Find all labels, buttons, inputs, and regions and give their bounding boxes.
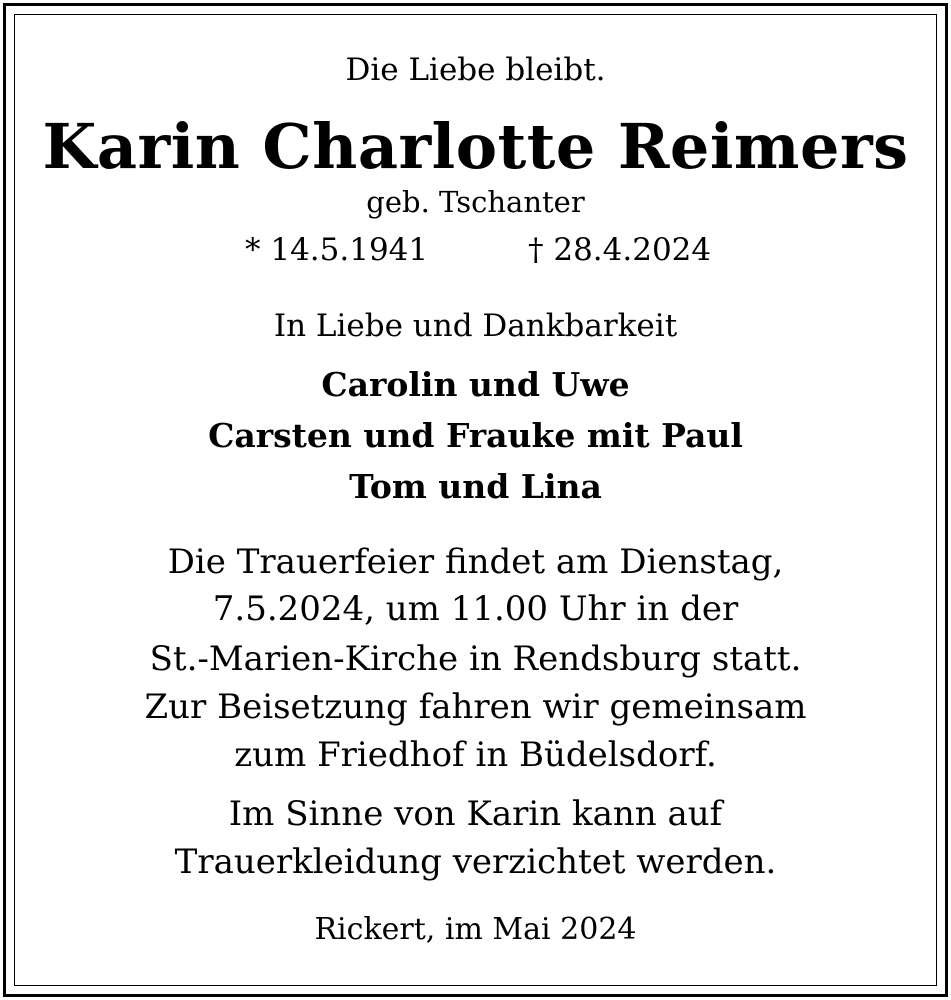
thanks-line: In Liebe und Dankbarkeit — [273, 308, 678, 344]
birth-name: geb. Tschanter — [366, 185, 585, 219]
mourner-line: Tom und Lina — [349, 467, 602, 506]
place-date: Rickert, im Mai 2024 — [314, 912, 637, 947]
dress-note-line: Im Sinne von Karin kann auf — [228, 794, 723, 834]
motto: Die Liebe bleibt. — [345, 52, 606, 88]
death-date: † 28.4.2024 — [528, 232, 712, 268]
ceremony-line: St.-Marien-Kirche in Rendsburg statt. — [149, 639, 802, 679]
life-dates — [0, 232, 951, 272]
deceased-name: Karin Charlotte Reimers — [42, 110, 909, 183]
ceremony-line: zum Friedhof in Büdelsdorf. — [234, 735, 717, 775]
ceremony-line: Die Trauerfeier findet am Dienstag, — [167, 542, 784, 582]
mourner-line: Carolin und Uwe — [321, 365, 630, 404]
ceremony-line: Zur Beisetzung fahren wir gemeinsam — [144, 687, 807, 727]
ceremony-line: 7.5.2024, um 11.00 Uhr in der — [212, 589, 739, 629]
dress-note-line: Trauerkleidung verzichtet werden. — [174, 842, 777, 882]
birth-date: * 14.5.1941 — [245, 232, 429, 268]
mourner-line: Carsten und Frauke mit Paul — [208, 416, 743, 455]
